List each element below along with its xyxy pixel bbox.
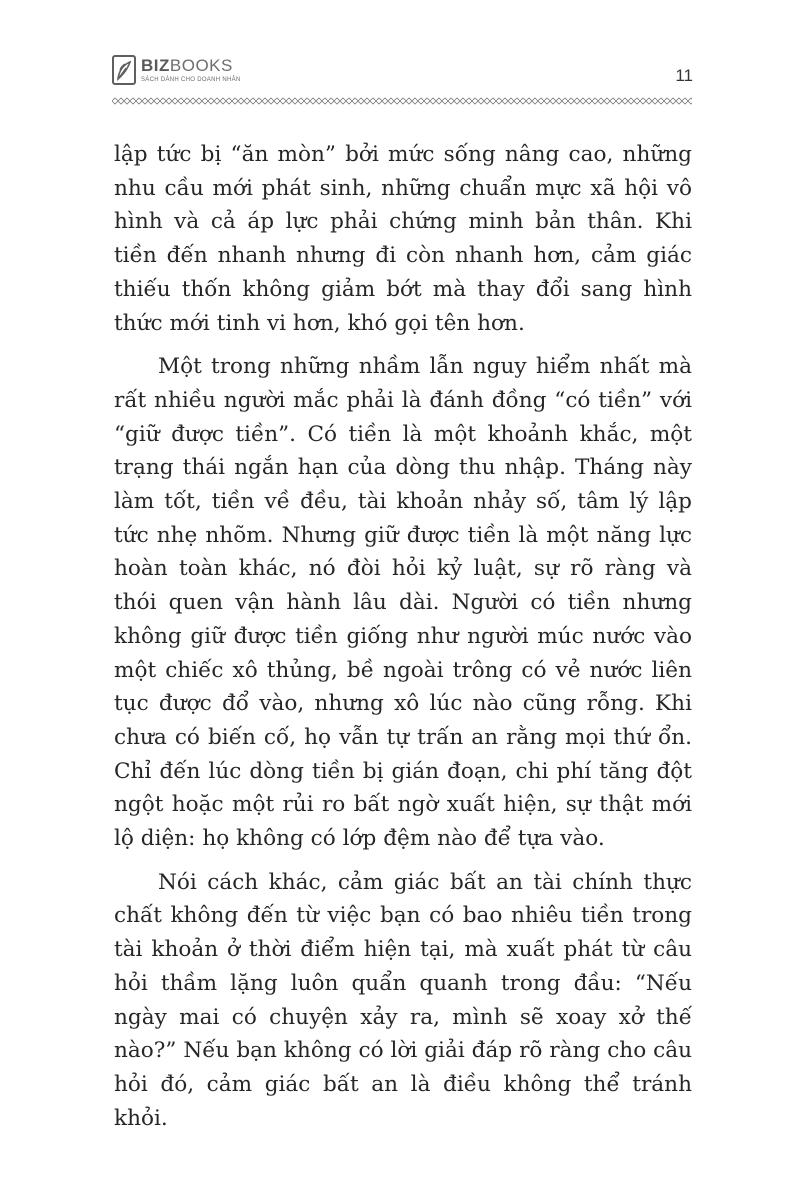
page-header bbox=[0, 0, 805, 110]
paragraph-1: lập tức bị “ăn mòn” bởi mức sống nâng cao, những nhu cầu mới phát sinh, những chuẩn mực xã hội vô hình và cả áp lực phải chứng minh bản thân. Khi tiền đến nhanh nhưng đi còn nhanh hơn, cảm giác thiếu thốn không giảm bớt mà thay đổi sang hình thức mới tinh vi hơn, khó gọi tên hơn. bbox=[114, 142, 692, 336]
logo-title bbox=[141, 57, 241, 75]
publisher-logo bbox=[112, 50, 241, 90]
leaf-icon bbox=[115, 59, 133, 81]
biz-books-leaf-icon bbox=[112, 55, 136, 85]
header-divider bbox=[112, 97, 692, 105]
logo-tagline: SÁCH DÀNH CHO DOANH NHÂN bbox=[141, 76, 241, 83]
logo-title-bold: BIZ bbox=[141, 55, 170, 75]
paragraph-2: Một trong những nhầm lẫn nguy hiểm nhất mà rất nhiều người mắc phải là đánh đồng “có tiền” với “giữ được tiền”. Có tiền là một khoảnh khắc, một trạng thái ngắn hạn của dòng thu nhập. Tháng này làm tốt, tiền về đều, tài khoản nhảy số, tâm lý lập tức nhẹ nhõm. Nhưng giữ được tiền là một năng lực hoàn toàn khác, nó đòi hỏi kỷ luật, sự rõ ràng và thói quen vận hành lâu dài. Người có tiền nhưng không giữ được tiền giống như người múc nước vào một chiếc xô thủng, bề ngoài trông có vẻ nước liên tục được đổ vào, nhưng xô lúc nào cũng rỗng. Khi chưa có biến cố, họ vẫn tự trấn an rằng mọi thứ ổn. Chỉ đến lúc dòng tiền bị gián đoạn, chi phí tăng đột ngột hoặc một rủi ro bất ngờ xuất hiện, sự thật mới lộ diện: họ không có lớp đệm nào để tựa vào. bbox=[114, 354, 692, 852]
logo-wordmark bbox=[141, 57, 241, 84]
paragraph-3: Nói cách khác, cảm giác bất an tài chính thực chất không đến từ việc bạn có bao nhiêu tiền trong tài khoản ở thời điểm hiện tại, mà xuất phát từ câu hỏi thầm lặng luôn quẩn quanh trong đầu: “Nếu ngày mai có chuyện xảy ra, mình sẽ xoay xở thế nào?” Nếu bạn không có lời giải đáp rõ ràng cho câu hỏi đó, cảm giác bất an là điều không thể tránh khỏi. bbox=[114, 869, 692, 1131]
page-body bbox=[114, 138, 692, 1135]
page-number: 11 bbox=[675, 66, 693, 85]
logo-title-light: BOOKS bbox=[169, 55, 233, 75]
